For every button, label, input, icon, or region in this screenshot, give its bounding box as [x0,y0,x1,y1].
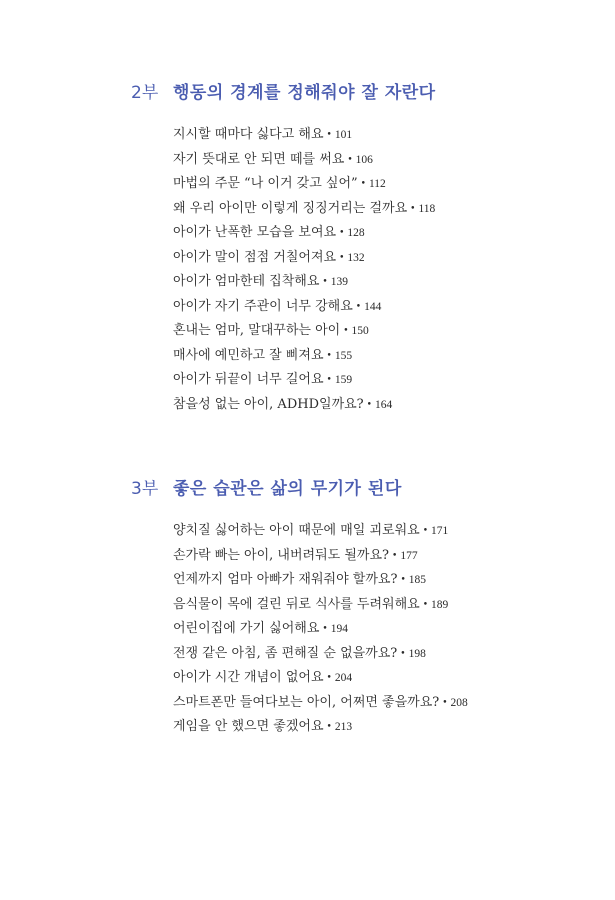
toc-separator: • [366,399,372,410]
toc-separator: • [400,648,406,659]
toc-item[interactable] [173,148,593,173]
toc-item-title: 스마트폰만 들여다보는 아이, 어쩌면 좋을까요? [173,694,440,710]
toc-separator: • [326,722,332,732]
toc-separator: • [339,252,345,263]
toc-item-title: 전쟁 같은 아침, 좀 편해질 순 없을까요? [173,645,398,661]
toc-separator: • [422,526,429,536]
toc-item-page: 198 [408,647,426,660]
toc-item[interactable] [173,642,593,667]
toc-separator: • [326,130,332,140]
toc-item-page: 171 [431,525,449,537]
toc-item[interactable] [173,270,593,295]
toc-separator: • [360,179,366,189]
toc-item-page: 164 [374,398,393,411]
toc-list [173,123,593,417]
toc-item[interactable] [173,617,593,642]
toc-item-page: 185 [408,574,426,586]
toc-item-title: 참을성 없는 아이, ADHD일까요? [173,396,364,412]
part-title: 행동의 경계를 정해줘야 잘 자란다 [173,83,436,103]
toc-separator: • [400,575,406,585]
section-header [0,474,615,500]
toc-separator: • [326,350,332,361]
toc-item-title: 아이가 엄마한테 집착해요 [173,274,320,289]
toc-separator: • [339,228,345,238]
toc-separator: • [326,375,332,385]
toc-item-title: 왜 우리 아이만 이렇게 징징거리는 걸까요 [173,200,408,216]
toc-item-page: 118 [418,202,436,215]
toc-separator: • [322,624,328,634]
toc-item-page: 213 [334,721,353,733]
toc-item-page: 150 [351,325,369,337]
toc-item-title: 손가락 빠는 아이, 내버려둬도 될까요? [173,547,390,563]
toc-item[interactable] [173,544,593,569]
toc-item-page: 189 [431,598,449,611]
toc-item-title: 혼내는 엄마, 말대꾸하는 아이 [173,323,341,338]
toc-item[interactable] [173,319,593,344]
toc-item-page: 194 [330,623,348,635]
toc-item-title: 아이가 시간 개념이 없어요 [173,670,324,685]
toc-item[interactable] [173,123,593,148]
toc-item[interactable] [173,393,593,418]
toc-item-title: 음식물이 목에 걸린 뒤로 식사를 두려워해요 [173,596,420,612]
toc-separator: • [326,673,332,683]
toc-item[interactable] [173,197,593,222]
toc-separator: • [322,277,328,287]
toc-item-page: 208 [450,696,468,709]
section-part-3 [0,474,615,734]
toc-item[interactable] [173,221,593,246]
toc-item-title: 언제까지 엄마 아빠가 재워줘야 할까요? [173,572,398,587]
toc-item-title: 아이가 말이 점점 거칠어져요 [173,249,337,265]
toc-item-page: 144 [364,300,382,313]
toc-item[interactable] [173,246,593,271]
toc-separator: • [422,599,429,610]
section-part-2 [0,78,615,412]
toc-item-title: 어린이집에 가기 싫어해요 [173,621,320,636]
toc-item-page: 159 [334,374,353,386]
toc-item-page: 106 [355,153,373,166]
toc-separator: • [355,301,362,312]
toc-item[interactable] [173,568,593,593]
toc-separator: • [410,203,416,214]
toc-item-title: 매사에 예민하고 잘 삐져요 [173,347,324,363]
toc-item-page: 128 [347,227,365,239]
toc-item-title: 자기 뜻대로 안 되면 떼를 써요 [173,151,345,167]
toc-item-page: 177 [400,549,418,562]
toc-item[interactable] [173,691,593,716]
toc-separator: • [347,154,353,165]
part-label: 3부 [131,479,159,499]
part-title: 좋은 습관은 삶의 무기가 된다 [173,479,402,499]
toc-item-page: 112 [368,178,386,190]
toc-separator: • [343,326,349,336]
toc-item-title: 양치질 싫어하는 아이 때문에 매일 괴로워요 [173,523,420,538]
toc-item-page: 139 [330,276,348,288]
toc-separator: • [442,697,448,708]
toc-item[interactable] [173,295,593,320]
toc-item-title: 지시할 때마다 싫다고 해요 [173,127,324,142]
section-header [0,78,615,104]
toc-item-page: 204 [334,672,353,684]
toc-item-page: 155 [334,349,353,362]
toc-item-title: 마법의 주문 “나 이거 갖고 싶어” [173,176,358,191]
toc-item-title: 아이가 뒤끝이 너무 길어요 [173,372,324,387]
toc-item-page: 101 [334,129,353,141]
toc-separator: • [392,550,398,561]
toc-item-page: 132 [347,251,365,264]
toc-item[interactable] [173,368,593,393]
toc-item-title: 게임을 안 했으면 좋겠어요 [173,719,324,734]
toc-list [173,519,593,740]
toc-item[interactable] [173,344,593,369]
toc-item[interactable] [173,715,593,740]
toc-item[interactable] [173,519,593,544]
part-label: 2부 [131,83,159,103]
toc-item-title: 아이가 자기 주관이 너무 강해요 [173,298,353,314]
toc-item-title: 아이가 난폭한 모습을 보여요 [173,225,337,240]
toc-item[interactable] [173,666,593,691]
toc-item[interactable] [173,593,593,618]
toc-item[interactable] [173,172,593,197]
